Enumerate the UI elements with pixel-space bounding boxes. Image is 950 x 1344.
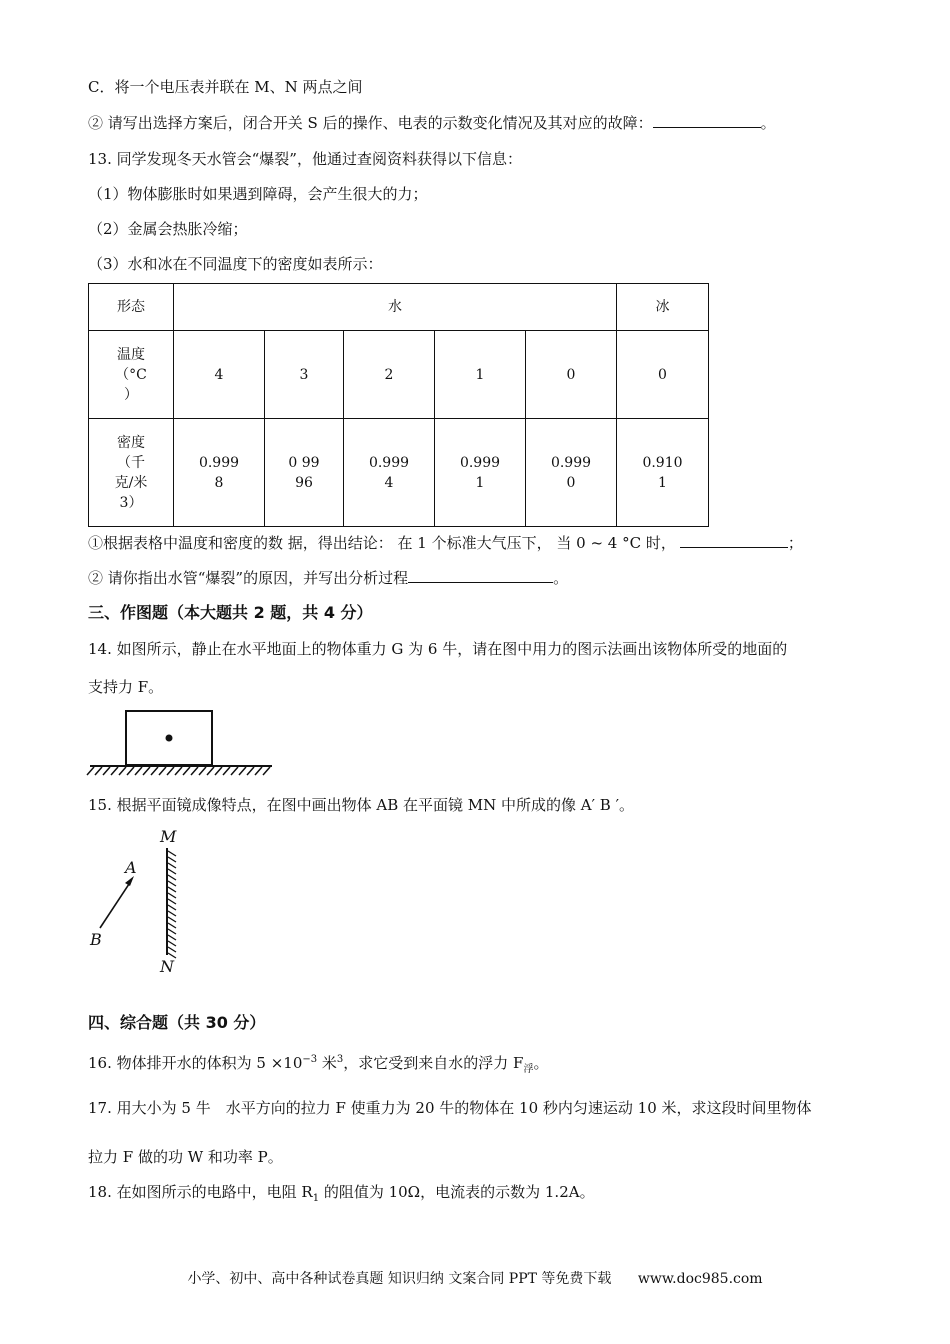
table-row-temperature [89,331,709,419]
label-B: B [90,930,102,949]
q13-subq2-end: 。 [553,569,569,587]
table-cell [265,419,344,527]
hatch-mark [111,767,118,775]
q15-text: 15. 根据平面镜成像特点，在图中画出物体 AB 在平面镜 MN 中所成的像 A′ B ′。 [88,796,635,814]
q17-line-2: 拉力 F 做的功 W 和功率 P。 [88,1148,283,1166]
table-cell [435,419,526,527]
cell-line: 0.999 [550,454,592,471]
hatch-mark [239,767,246,775]
hatch-mark [168,947,176,952]
hatch-mark [263,767,270,775]
cell-line: 4 [384,474,394,491]
hatch-mark [168,893,176,898]
label-M: M [160,827,177,846]
hatch-mark [135,767,142,775]
mirror-hatch [168,851,176,958]
q13-subquestion-1 [88,533,803,553]
table-cell: 3 [265,331,344,419]
hatch-mark [175,767,182,775]
row-label-temperature [89,331,174,419]
header-ice: 冰 [617,284,709,331]
section-4-title: 四、综合题（共 30 分） [88,1013,266,1032]
label-N: N [160,957,174,976]
answer-blank[interactable] [680,533,788,548]
density-table [88,283,709,527]
hatch-mark [143,767,150,775]
hatch-mark [168,917,176,922]
arrow-head [125,876,134,886]
q13-subq1-text: ①根据表格中温度和密度的数 据，得出结论： 在 1 个标准大气压下， 当 0 ~ 4 °C 时， [88,534,676,552]
table-cell [526,419,617,527]
hatch-mark [168,911,176,916]
hatch-mark [167,767,174,775]
cell-line: 96 [295,474,313,491]
hatch-mark [159,767,166,775]
label-line: （°C [115,366,147,383]
q15-figure [86,825,196,980]
hatch-mark [168,923,176,928]
q18-text [88,1182,595,1209]
cell-line: 1 [475,474,485,491]
table-cell [174,419,265,527]
cell-line: 0 [566,474,576,491]
q13-subq2-text: ② 请你指出水管“爆裂”的原因，并写出分析过程 [88,569,409,587]
hatch-mark [215,767,222,775]
q16-part: 米 [317,1054,337,1072]
cell-line: 8 [214,474,224,491]
table-cell: 4 [174,331,265,419]
q12-subq2-end: 。 [760,114,776,132]
hatch-mark [199,767,206,775]
page-footer [0,1268,950,1288]
cell-line: 0.999 [198,454,240,471]
q12-subquestion-2 [88,113,776,133]
label-A: A [125,858,137,877]
hatch-mark [127,767,134,775]
q13-intro: 13. 同学发现冬天水管会“爆裂”，他通过查阅资料获得以下信息： [88,150,522,168]
hatch-mark [103,767,110,775]
hatch-mark [87,767,94,775]
hatch-mark [151,767,158,775]
table-cell: 0 [526,331,617,419]
q14-line-1: 14. 如图所示，静止在水平地面上的物体重力 G 为 6 牛，请在图中用力的图示法画出该物体所受的地面的 [88,640,788,658]
hatch-mark [247,767,254,775]
q13-info-1: （1）物体膨胀时如果遇到障碍，会产生很大的力； [88,185,428,203]
label-line: 密度 [117,434,145,451]
q16-exponent: 3 [336,1054,344,1065]
cell-line: 0.910 [642,454,683,471]
hatch-mark [95,767,102,775]
answer-blank[interactable] [653,113,761,128]
hatch-mark [231,767,238,775]
q14-figure [86,705,276,777]
hatch-mark [191,767,198,775]
q13-subquestion-2 [88,568,568,588]
q13-subq1-end: ； [787,534,803,552]
hatch-mark [223,767,230,775]
table-cell: 1 [435,331,526,419]
q16-subscript: 浮 [523,1064,534,1075]
q16-exponent: −3 [302,1054,318,1065]
q17-line-1: 17. 用大小为 5 牛 水平方向的拉力 F 使重力为 20 牛的物体在 10 秒内匀速运动 10 米，求这段时间里物体 [88,1099,812,1117]
cell-line: 0 99 [288,454,320,471]
q12-subq2-text: ② 请写出选择方案后，闭合开关 S 后的操作、电表的示数变化情况及其对应的故障： [88,114,653,132]
label-line: ） [124,386,138,403]
q18-part: 18. 在如图所示的电路中，电阻 R [88,1183,313,1201]
q13-info-3: （3）水和冰在不同温度下的密度如表所示： [88,255,383,273]
footer-text: 小学、初中、高中各种试卷真题 知识归纳 文案合同 PPT 等免费下载 [187,1271,612,1287]
label-line: 克/米 [114,474,148,491]
table-row-density [89,419,709,527]
label-line: （千 [117,454,145,471]
q18-subscript: 1 [312,1193,320,1204]
hatch-mark [168,881,176,886]
hatch-mark [168,869,176,874]
hatch-mark [168,851,176,856]
label-line: 3） [119,494,143,511]
hatch-mark [168,941,176,946]
hatch-mark [168,905,176,910]
table-header-row [89,284,709,331]
answer-blank[interactable] [408,568,553,583]
footer-link[interactable]: www.doc985.com [637,1271,763,1287]
cell-line: 0.999 [459,454,501,471]
table-cell [344,419,435,527]
hatch-mark [119,767,126,775]
table-cell: 0 [617,331,709,419]
center-dot [166,735,173,742]
header-water: 水 [174,284,617,331]
table-cell [617,419,709,527]
table-cell: 2 [344,331,435,419]
hatch-mark [255,767,262,775]
cell-line: 1 [658,474,667,491]
row-label-density [89,419,174,527]
header-state: 形态 [89,284,174,331]
q16-part: 16. 物体排开水的体积为 5 ×10 [88,1054,303,1072]
hatch-mark [168,887,176,892]
cell-line: 0.999 [368,454,410,471]
object-AB [100,881,131,928]
hatch-mark [168,863,176,868]
q12-option-c: C．将一个电压表并联在 M、N 两点之间 [88,78,363,96]
q13-info-2: （2）金属会热胀冷缩； [88,220,248,238]
q16-part: ，求它受到来自水的浮力 F [343,1054,524,1072]
q18-part: 的阻值为 10Ω，电流表的示数为 1.2A。 [319,1183,595,1201]
label-line: 温度 [117,346,145,363]
hatch-mark [168,935,176,940]
q14-line-2: 支持力 F。 [88,678,164,696]
hatch-mark [168,929,176,934]
section-3-title: 三、作图题（本大题共 2 题，共 4 分） [88,603,373,622]
hatch-mark [168,899,176,904]
q16-text [88,1050,548,1080]
hatch-mark [207,767,214,775]
q16-part: 。 [533,1054,549,1072]
hatch-mark [168,875,176,880]
hatch-mark [183,767,190,775]
hatch-mark [168,857,176,862]
ground-hatch [87,767,270,775]
